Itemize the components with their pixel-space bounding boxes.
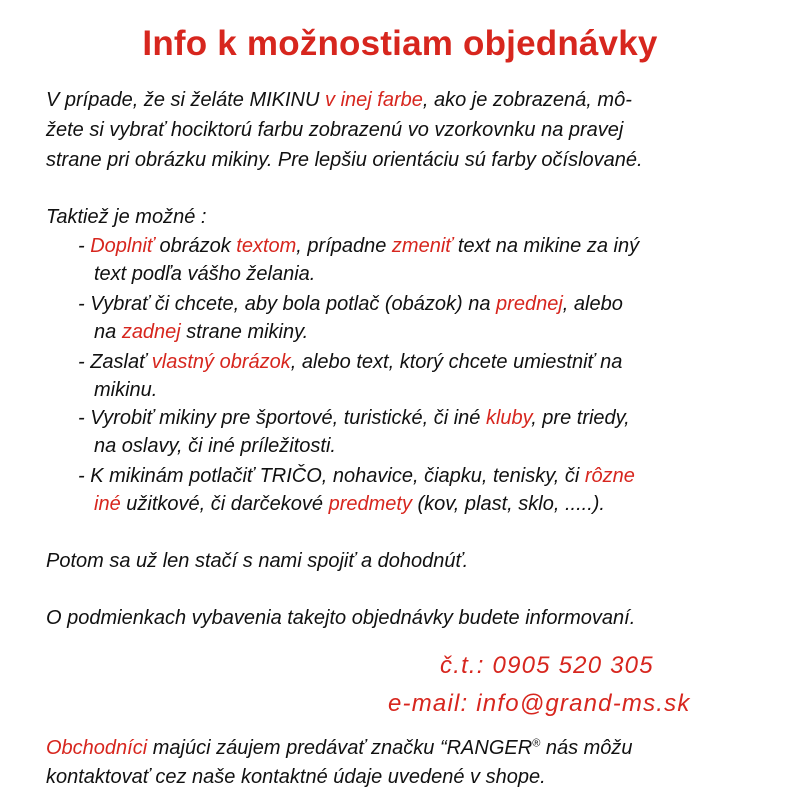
highlight-various: rôzne [584, 465, 635, 487]
intro-text: strane pri obrázku mikiny. Pre lepšiu orientáciu sú farby očíslované. [46, 149, 643, 171]
bullet-text: mikinu. [94, 379, 158, 401]
highlight-change: zmeniť [391, 235, 453, 257]
bullet-text: - K mikinám potlačiť TRIČO, nohavice, čiapku, tenisky, či [78, 465, 585, 487]
info-line: O podmienkach vybavenia takejto objednávky budete informovaní. [46, 607, 636, 629]
bullet-text: - Vyrobiť mikiny pre športové, turistické, či iné [78, 407, 486, 429]
bullet-text: text na mikine za iný [452, 235, 640, 257]
bullet-text: - Zaslať [78, 351, 152, 373]
bullet-text: , alebo text, ktorý chcete umiestniť na [290, 351, 623, 373]
bullet-1 [78, 234, 639, 258]
highlight-back: zadnej [121, 321, 181, 343]
email-address[interactable]: e-mail: info@grand-ms.sk [388, 690, 691, 717]
bullet-1-cont [94, 262, 315, 286]
intro-text: žete si vybrať hociktorú farbu zobrazenú vo vzorkovnku na pravej [46, 119, 624, 141]
bullet-dash: - [78, 235, 91, 257]
bullet-3-cont [94, 378, 157, 402]
highlight-text: textom [236, 235, 297, 257]
bullet-text: obrázok [154, 235, 237, 257]
bullet-2 [78, 292, 623, 316]
bullet-text: - Vybrať či chcete, aby bola potlač (obázok) na [78, 293, 497, 315]
bullet-5-cont [94, 492, 605, 516]
highlight-items: predmety [328, 493, 412, 515]
bullet-text: na oslavy, či iné príležitosti. [94, 435, 336, 457]
intro-line-1 [46, 88, 632, 112]
highlight-own-image: vlastný obrázok [151, 351, 291, 373]
footer-line-2 [46, 765, 546, 789]
intro-text: , ako je zobrazená, mô- [422, 89, 632, 111]
bullet-text: (kov, plast, sklo, .....). [411, 493, 605, 515]
bullet-text: strane mikiny. [180, 321, 309, 343]
footer-text: kontaktovať cez naše kontaktné údaje uvedené v shope. [46, 766, 546, 788]
registered-mark: ® [532, 737, 541, 750]
intro-line-2 [46, 118, 623, 142]
intro-text: V prípade, že si želáte MIKINU [46, 89, 326, 111]
closing-line: Potom sa už len stačí s nami spojiť a dohodnúť. [46, 550, 469, 572]
intro-line-3 [46, 148, 643, 172]
footer-text: majúci záujem predávať značku “RANGER [147, 737, 533, 759]
bullet-text: , pre triedy, [531, 407, 630, 429]
highlight-other-color: v inej farbe [325, 89, 423, 111]
phone-number: č.t.: 0905 520 305 [440, 652, 654, 679]
bullet-2-cont [94, 320, 308, 344]
bullet-text: , prípadne [296, 235, 392, 257]
highlight-front: prednej [496, 293, 563, 315]
highlight-add: Doplniť [90, 235, 154, 257]
highlight-dealers: Obchodníci [46, 737, 148, 759]
bullet-text: na [94, 321, 122, 343]
highlight-clubs: kluby [485, 407, 532, 429]
bullet-4-cont [94, 434, 336, 458]
bullet-text: text podľa vášho želania. [94, 263, 316, 285]
highlight-other: iné [94, 493, 121, 515]
footer-text: nás môžu [540, 737, 633, 759]
bullet-5 [78, 464, 635, 488]
page-title: Info k možnostiam objednávky [142, 24, 658, 63]
also-heading: Taktiež je možné : [46, 206, 207, 228]
bullet-text: užitkové, či darčekové [120, 493, 329, 515]
footer-line-1 [46, 736, 633, 760]
bullet-4 [78, 406, 630, 430]
bullet-text: , alebo [562, 293, 623, 315]
bullet-3 [78, 350, 622, 374]
